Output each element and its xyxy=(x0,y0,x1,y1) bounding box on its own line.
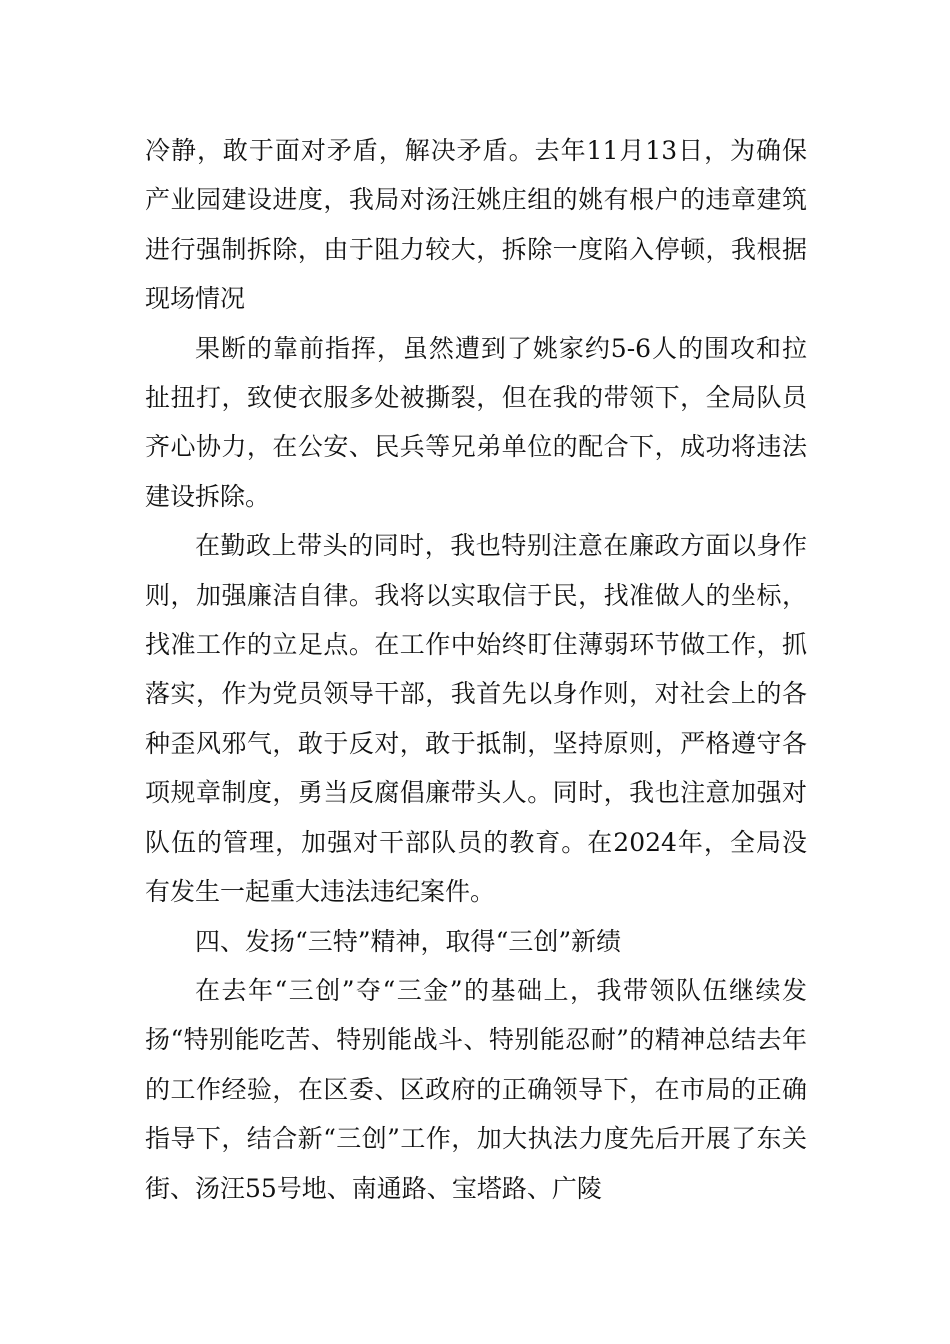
paragraph-1: 冷静，敢于面对矛盾，解决矛盾。去年11月13日，为确保产业园建设进度，我局对汤汪姚庄组的姚有根户的违章建筑进行强制拆除，由于阻力较大，拆除一度陷入停顿，我根据现场情况 xyxy=(145,136,807,314)
section-heading: 四、发扬“三特”精神，取得“三创”新绩 xyxy=(195,926,622,956)
paragraph-3: 在勤政上带头的同时，我也特别注意在廉政方面以身作则，加强廉洁自律。我将以实取信于民，找准做人的坐标，找准工作的立足点。在工作中始终盯住薄弱环节做工作，抓落实，作为党员领导干部，我首先以身作则，对社会上的各种歪风邪气，敢于反对，敢于抵制，坚持原则，严格遵守各项规章制度，勇当反腐倡廉带头人。同时，我也注意加强对队伍的管理，加强对干部队员的教育。在2024年，全局没有发生一起重大违法违纪案件。 xyxy=(145,531,807,907)
document-body xyxy=(145,126,807,1213)
paragraph-5: 在去年“三创”夺“三金”的基础上，我带领队伍继续发扬“特别能吃苦、特别能战斗、特别能忍耐”的精神总结去年的工作经验，在区委、区政府的正确领导下，在市局的正确指导下，结合新“三创”工作，加大执法力度先后开展了东关街、汤汪55号地、南通路、宝塔路、广陵 xyxy=(145,975,807,1203)
paragraph-2: 果断的靠前指挥，虽然遭到了姚家约5-6人的围攻和拉扯扭打，致使衣服多处被撕裂，但在我的带领下，全局队员齐心协力，在公安、民兵等兄弟单位的配合下，成功将违法建设拆除。 xyxy=(145,333,807,511)
